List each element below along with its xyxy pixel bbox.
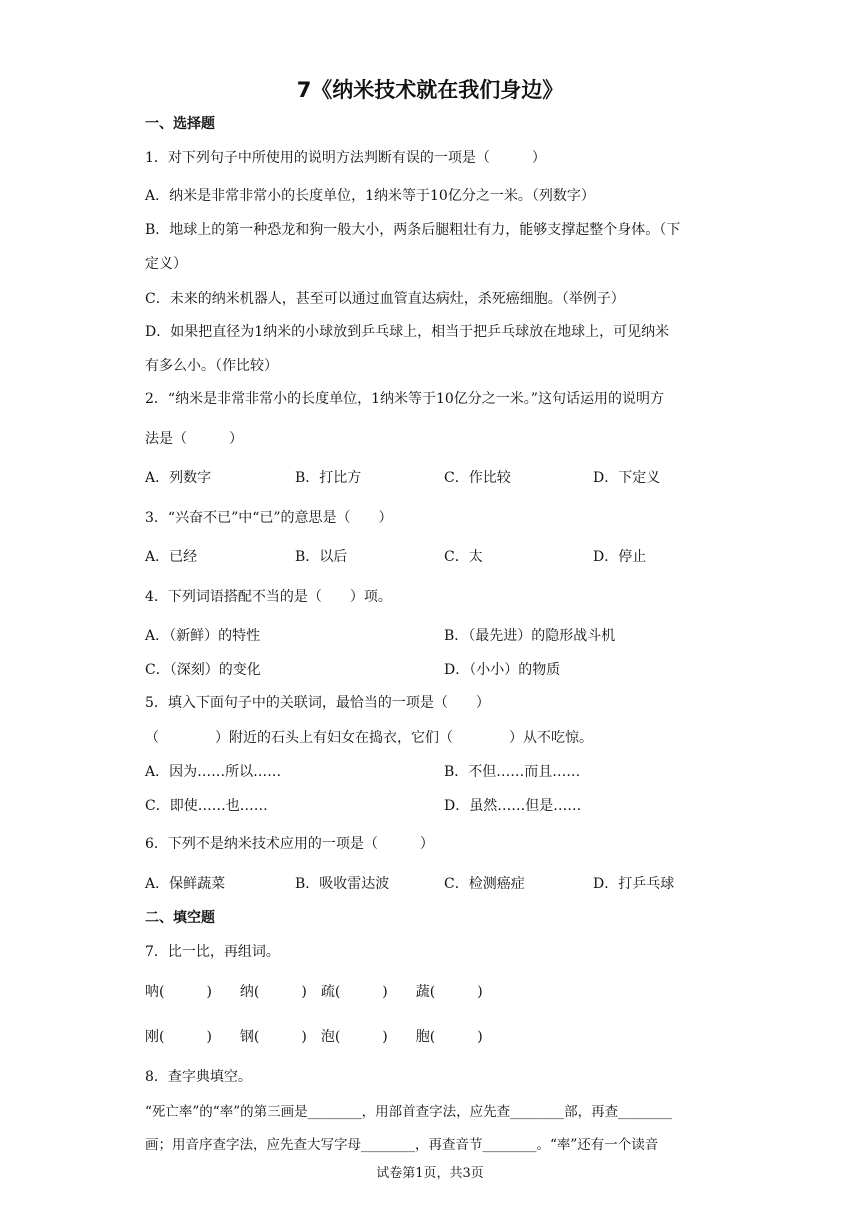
question-7-stem: 7．比一比，再组词。 (145, 944, 280, 960)
question-3-stem: 3．“兴奋不已”中“已”的意思是（ ） (145, 510, 393, 526)
question-2-stem-cont: 法是（ ） (145, 431, 243, 447)
page-footer: 试卷第1页，共3页 (376, 1166, 484, 1181)
question-8-stem: 8．查字典填空。 (145, 1069, 252, 1085)
question-8-line-1: “死亡率”的“率”的第三画是________，用部首查字法，应先查________部，再查________ (145, 1104, 673, 1120)
question-5-option-b: B．不但……而且…… (444, 764, 581, 780)
question-7-row-2: 刚( ) 钢( ) 泡( ) 胞( ) (145, 1029, 483, 1045)
question-6-option-a: A．保鲜蔬菜 (145, 876, 226, 892)
question-1-option-b: B．地球上的第一种恐龙和狗一般大小，两条后腿粗壮有力，能够支撑起整个身体。（下 (145, 222, 681, 238)
question-4-stem: 4．下列词语搭配不当的是（ ）项。 (145, 589, 392, 605)
question-3-option-d: D．停止 (593, 549, 647, 565)
question-6-option-d: D．打乒乓球 (593, 876, 675, 892)
question-1-stem: 1．对下列句子中所使用的说明方法判断有误的一项是（ ） (145, 150, 546, 166)
question-1-option-c: C．未来的纳米机器人，甚至可以通过血管直达病灶，杀死癌细胞。（举例子） (145, 291, 625, 307)
question-1-option-a: A．纳米是非常非常小的长度单位，1纳米等于10亿分之一米。（列数字） (145, 188, 595, 204)
question-4-option-c: C．（深刻）的变化 (145, 662, 261, 678)
question-3-option-b: B．以后 (295, 549, 348, 565)
question-2-option-b: B．打比方 (295, 470, 362, 486)
question-2-stem: 2．“纳米是非常非常小的长度单位，1纳米等于10亿分之一米。”这句话运用的说明方 (145, 391, 664, 407)
question-5-option-d: D．虽然……但是…… (444, 798, 582, 814)
question-5-option-c: C．即使……也…… (145, 798, 268, 814)
question-1-option-d-cont: 有多么小。（作比较） (145, 358, 278, 374)
question-5-option-a: A．因为……所以…… (145, 764, 282, 780)
question-4-option-a: A．（新鲜）的特性 (145, 628, 261, 644)
question-4-option-d: D．（小小）的物质 (444, 662, 561, 678)
question-6-stem: 6．下列不是纳米技术应用的一项是（ ） (145, 836, 434, 852)
question-5-sentence: （ ）附近的石头上有妇女在捣衣，它们（ ）从不吃惊。 (145, 730, 593, 746)
question-7-row-1: 呐( ) 纳( ) 疏( ) 蔬( ) (145, 984, 483, 1000)
question-5-stem: 5．填入下面句子中的关联词，最恰当的一项是（ ） (145, 695, 490, 711)
question-6-option-b: B．吸收雷达波 (295, 876, 390, 892)
question-2-option-c: C．作比较 (444, 470, 511, 486)
question-6-option-c: C．检测癌症 (444, 876, 525, 892)
question-2-option-d: D．下定义 (593, 470, 661, 486)
question-2-option-a: A．列数字 (145, 470, 212, 486)
question-3-option-c: C．太 (444, 549, 483, 565)
page-title: 7《纳米技术就在我们身边》 (296, 78, 564, 102)
section-heading-choice: 一、选择题 (145, 116, 215, 132)
question-4-option-b: B．（最先进）的隐形战斗机 (444, 628, 616, 644)
question-8-line-2: 画；用音序查字法，应先查大写字母________，再查音节________。“率”还有一个读音 (145, 1137, 659, 1153)
question-3-option-a: A．已经 (145, 549, 198, 565)
question-1-option-b-cont: 定义） (145, 256, 187, 272)
section-heading-fill: 二、填空题 (145, 910, 215, 926)
question-1-option-d: D．如果把直径为1纳米的小球放到乒乓球上，相当于把乒乓球放在地球上，可见纳米 (145, 324, 670, 340)
